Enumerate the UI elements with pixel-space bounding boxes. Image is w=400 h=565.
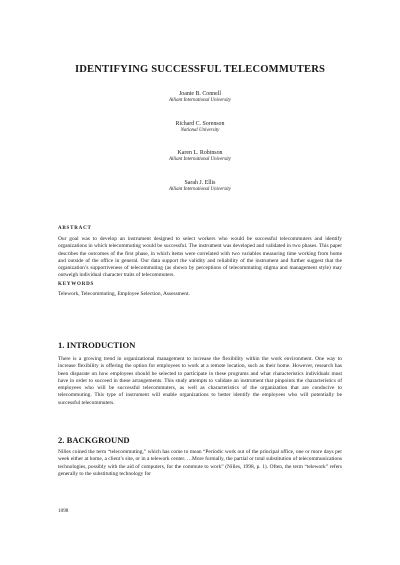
paper-title: IDENTIFYING SUCCESSFUL TELECOMMUTERS: [74, 64, 326, 75]
abstract-text: Our goal was to develop an instrument designed to select workers who would be successful telecommuters and identify organizations in which telecommuting would be successful. The instrument was developed and validated in two phases. This paper describes the outcomes of the first phase, in which items were correlated with two variables measuring time working from home and outside of the office in general. Our data support the validity and reliability of the instrument and further suggest that the organization’s supportiveness of telecommuting (as shown by perceptions of telecommuting stigma and management style) may outweigh individual character traits of telecommuters.: [58, 236, 342, 279]
author-name: Joanie B. Connell: [178, 91, 222, 97]
author-block: [0, 91, 400, 104]
author-affiliation: National University: [180, 128, 220, 133]
author-name: Sarah J. Ellis: [184, 180, 216, 186]
author-block: [0, 180, 400, 193]
author-affiliation: Alliant International University: [169, 98, 231, 103]
author-block: [0, 121, 400, 134]
section-heading-background: 2. BACKGROUND: [58, 435, 130, 445]
author-block: [0, 150, 400, 163]
author-affiliation: Alliant International University: [169, 157, 231, 162]
abstract-label: ABSTRACT: [58, 226, 92, 231]
page-number: 1098: [58, 508, 69, 514]
author-name: Richard C. Sorenson: [175, 121, 225, 127]
section-text-introduction: There is a growing trend in organizational management to increase the flexibility within the work environment. One way to increase flexibility is offering the option for employees to work at a remote location, such as their home. However, research has been disparate on how employees should be selected to participate in these programs and what characteristics individuals must have in order to succeed in these arrangements. This study attempts to validate an instrument that pinpoints the characteristics of employees who will be successful telecommuters, as well as characteristics of the organization that are conducive to telecommuting. This type of instrument will enable organizations to better identify the employees who will potentially be successful telecommuters.: [58, 356, 342, 406]
keywords-text: Telework, Telecommuting, Employee Selection, Assessment.: [58, 291, 190, 297]
keywords-label: KEYWORDS: [58, 282, 95, 287]
section-text-background: Nilles coined the term “telecommuting,” which has come to mean “Periodic work out of the principal office, one or more days per week either at home, a client’s site, or in a telework center. …More formally, the partial or total substitution of telecommunications technologies, possibly with the aid of computers, for the commute to work” (Nilles, 1998, p. 1). Often, the term “telework” refers generally to the substituting technology for: [58, 449, 342, 477]
author-affiliation: Alliant International University: [169, 187, 231, 192]
author-name: Karen L. Robinson: [177, 150, 223, 156]
section-heading-introduction: 1. INTRODUCTION: [58, 340, 136, 350]
